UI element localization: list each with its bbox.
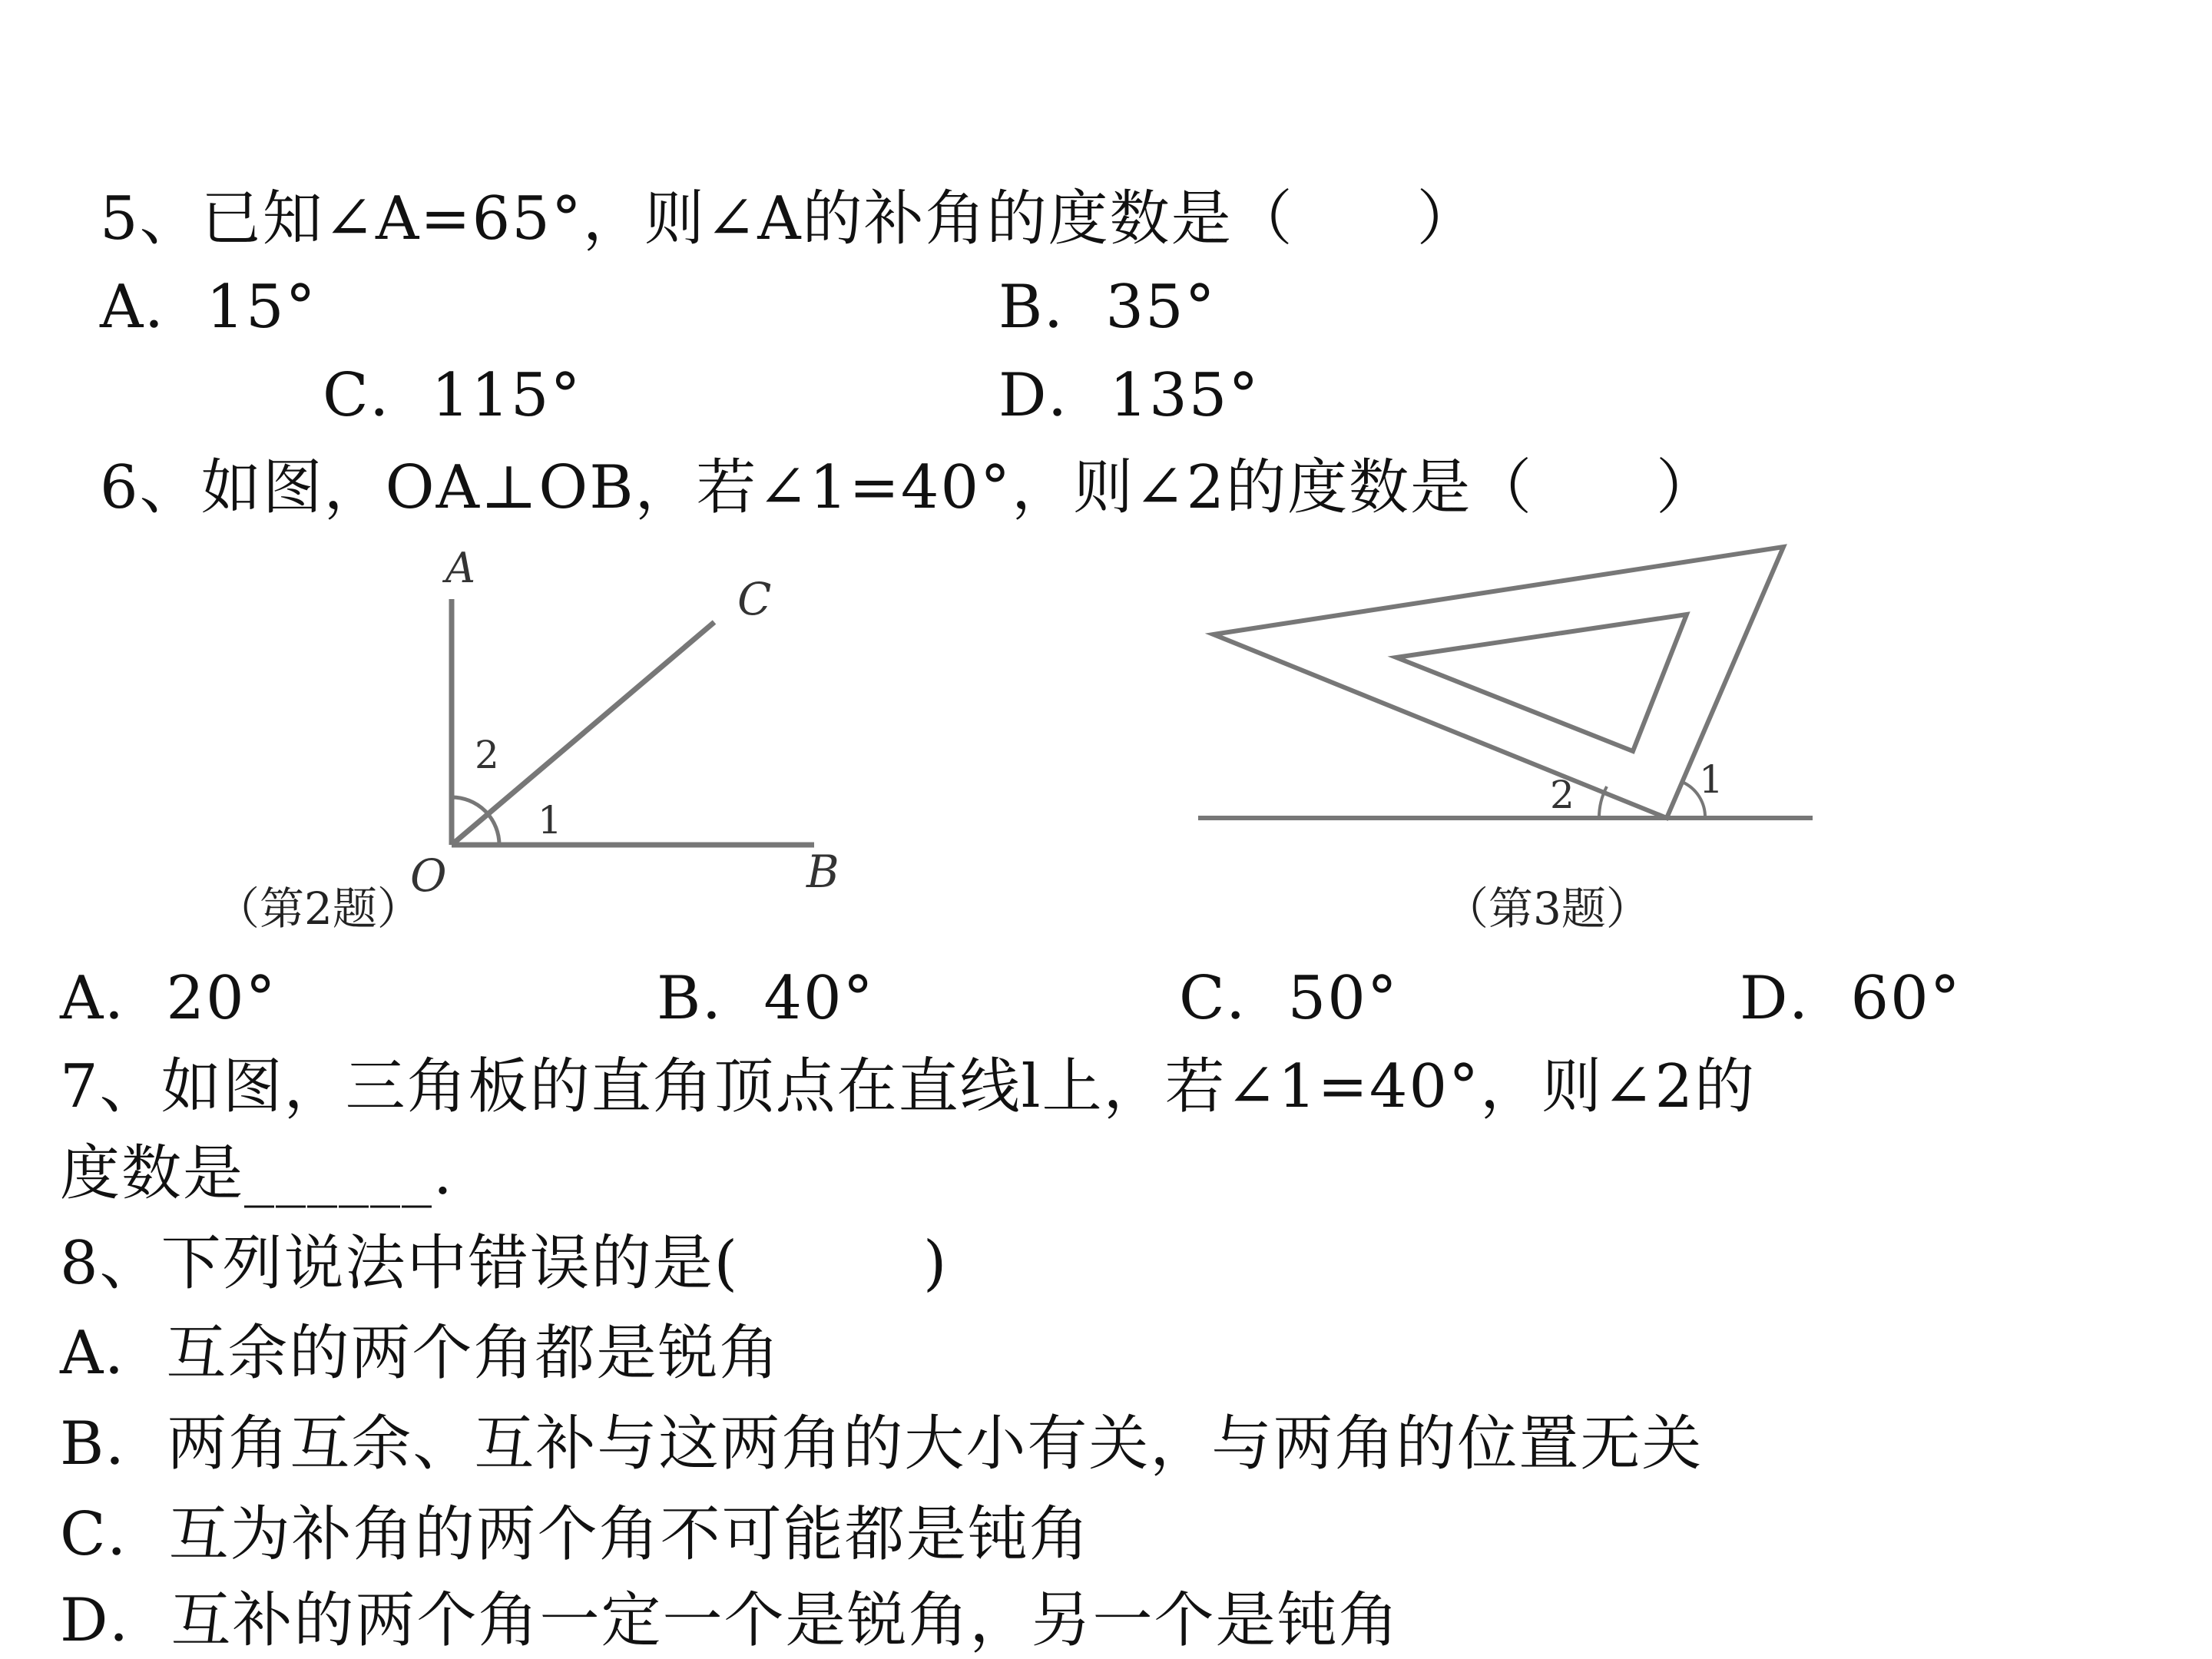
label-b: B bbox=[806, 846, 839, 898]
q5-option-d: D．135° bbox=[998, 361, 1260, 430]
q8-option-d: D．互补的两个角一定一个是锐角，另一个是钝角 bbox=[60, 1586, 1400, 1655]
figure-perpendicular-angles bbox=[399, 538, 891, 906]
q8-stem: 8、下列说法中错误的是( ) bbox=[60, 1229, 949, 1298]
q6-option-c: C．50° bbox=[1179, 964, 1399, 1033]
q5-option-b: B．35° bbox=[998, 273, 1217, 342]
ruler-outer bbox=[1214, 547, 1783, 818]
label-angle-2: 2 bbox=[475, 733, 499, 777]
q6-option-a: A．20° bbox=[60, 964, 277, 1033]
q5-stem: 5、已知∠A=65°，则∠A的补角的度数是（ ） bbox=[100, 184, 1479, 253]
q8-option-a: A．互余的两个角都是锐角 bbox=[60, 1319, 781, 1388]
q6-option-b: B．40° bbox=[657, 964, 875, 1033]
label-c: C bbox=[737, 573, 772, 625]
q7-stem-line1: 7、如图，三角板的直角顶点在直线l上，若∠1=40°，则∠2的 bbox=[60, 1052, 1757, 1121]
q8-option-b: B．两角互余、互补与这两角的大小有关，与两角的位置无关 bbox=[60, 1409, 1704, 1479]
q8-option-c: C．互为补角的两个角不可能都是钝角 bbox=[60, 1500, 1091, 1569]
label-angle-1: 1 bbox=[1699, 757, 1724, 802]
ruler-inner bbox=[1396, 614, 1687, 751]
q5-option-c: C．115° bbox=[323, 361, 582, 430]
figure-2-caption: （第2题） bbox=[215, 882, 422, 935]
q6-option-d: D．60° bbox=[1740, 964, 1962, 1033]
figure-3-caption: （第3题） bbox=[1444, 882, 1651, 935]
q5-option-a: A．15° bbox=[100, 273, 317, 342]
figure-triangle-ruler bbox=[1198, 530, 1828, 837]
q6-stem: 6、如图，OA⊥OB，若∠1=40°，则∠2的度数是（ ） bbox=[100, 453, 1718, 522]
label-angle-2: 2 bbox=[1550, 773, 1575, 817]
label-a: A bbox=[445, 544, 475, 592]
q7-stem-line2: 度数是______. bbox=[60, 1139, 454, 1208]
label-angle-1: 1 bbox=[538, 798, 562, 843]
label-o: O bbox=[410, 849, 447, 902]
